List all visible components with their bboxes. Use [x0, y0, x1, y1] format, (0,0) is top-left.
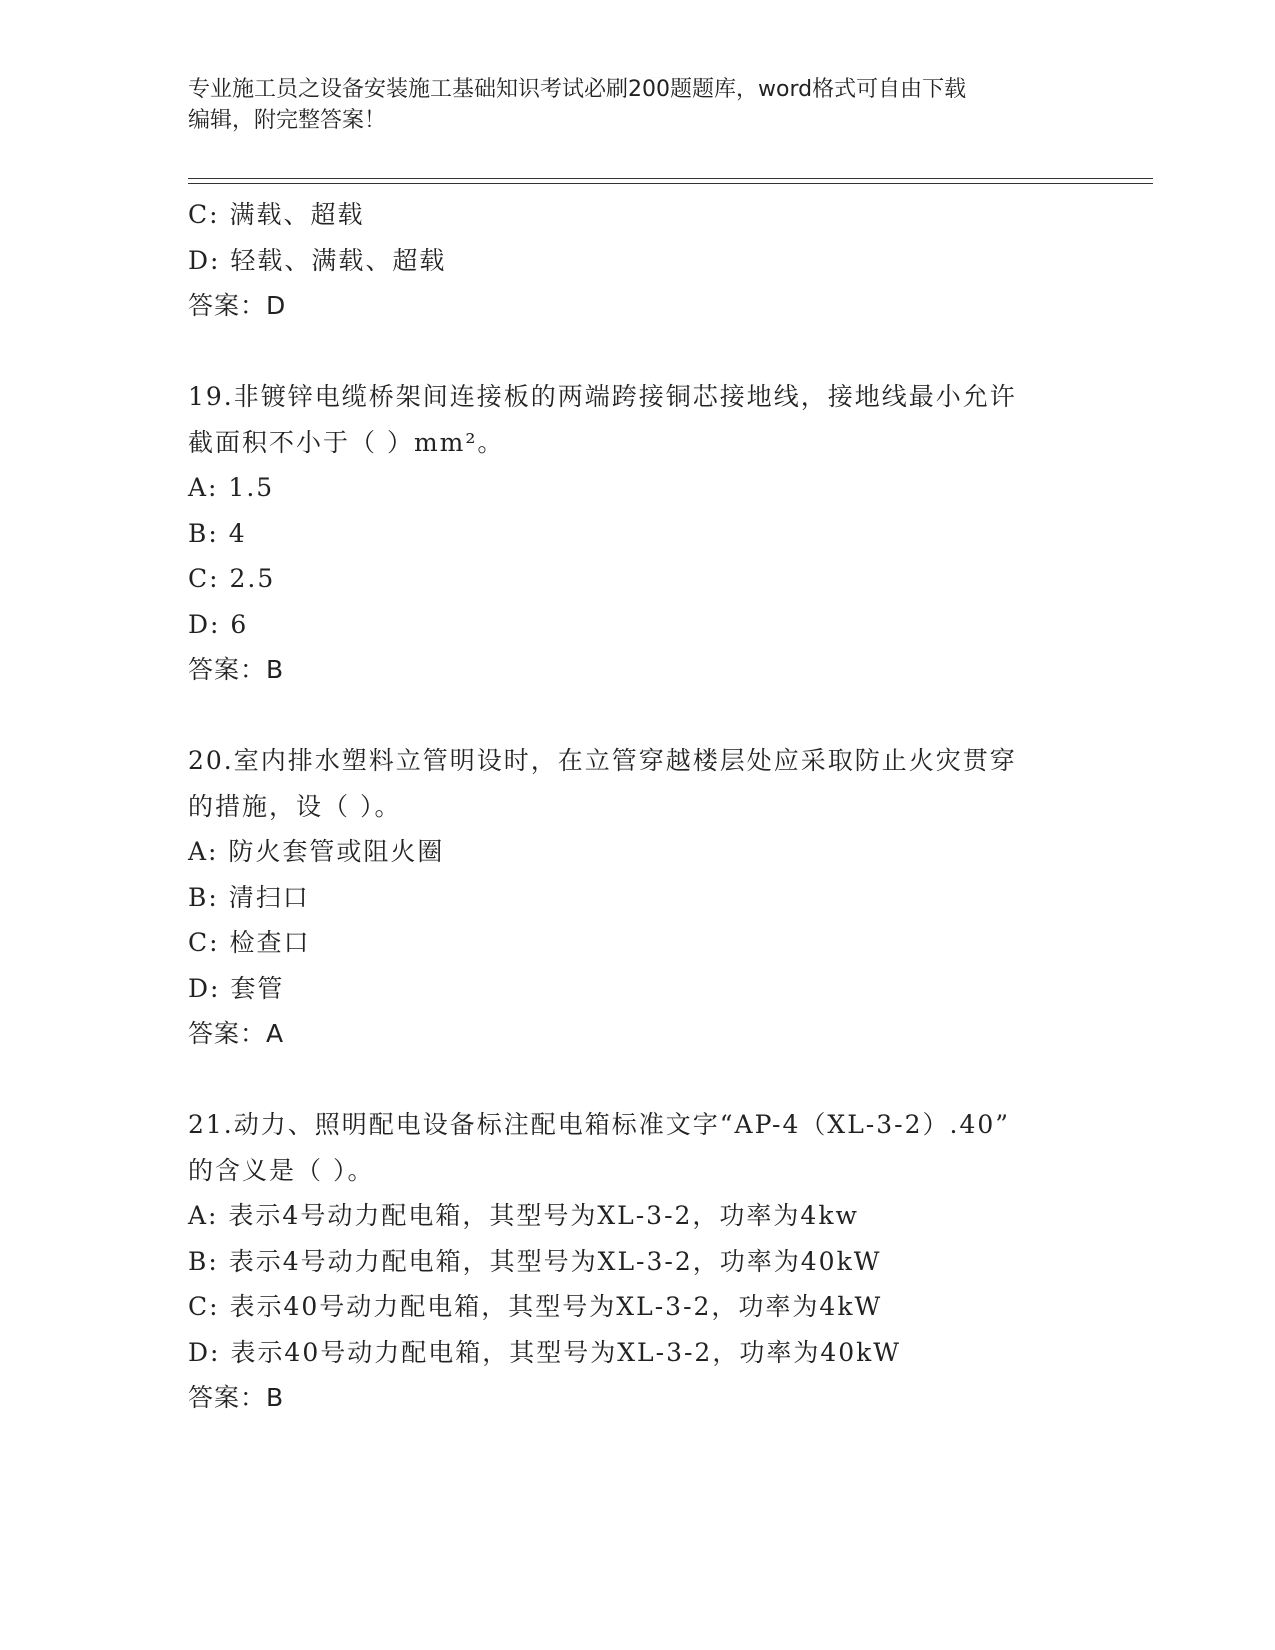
- question-content: [188, 192, 1088, 1421]
- answer-line: 答案：D: [188, 291, 287, 320]
- question-text-line: 的措施，设（ ）。: [188, 791, 402, 821]
- question-19: [188, 374, 1088, 693]
- question-text-line: 截面积不小于（ ）mm²。: [188, 427, 505, 457]
- option-c: C: 检查口: [188, 928, 311, 957]
- answer-line: 答案：B: [188, 655, 285, 684]
- option-d: D: 表示40号动力配电箱，其型号为XL-3-2，功率为40kW: [188, 1337, 901, 1367]
- question-text-line: 21.动力、照明配电设备标注配电箱标准文字“AP-4（XL-3-2）.40”: [188, 1110, 1011, 1139]
- question-text-line: 19.非镀锌电缆桥架间连接板的两端跨接铜芯接地线，接地线最小允许: [188, 382, 1017, 411]
- answer-line: 答案：A: [188, 1019, 285, 1048]
- option-b: B: 清扫口: [188, 882, 310, 912]
- header-title-line-1: 专业施工员之设备安装施工基础知识考试必刷200题题库，word格式可自由下载: [188, 77, 967, 102]
- previous-question-tail: [188, 192, 1088, 329]
- spacer: [188, 1057, 1088, 1103]
- question-text-line: 20.室内排水塑料立管明设时，在立管穿越楼层处应采取防止火灾贯穿: [188, 746, 1017, 775]
- option-d: D: 轻载、满载、超载: [188, 245, 447, 275]
- option-b: B: 4: [188, 518, 247, 548]
- option-a: A: 1.5: [188, 473, 275, 502]
- option-a: A: 表示4号动力配电箱，其型号为XL-3-2，功率为4kw: [188, 1201, 859, 1230]
- page-header: [188, 74, 1078, 136]
- question-20: [188, 738, 1088, 1057]
- question-21: [188, 1102, 1088, 1421]
- option-c: C: 表示40号动力配电箱，其型号为XL-3-2，功率为4kW: [188, 1292, 883, 1321]
- header-title-line-2: 编辑，附完整答案！: [188, 108, 387, 133]
- spacer: [188, 329, 1088, 375]
- header-double-rule: [188, 178, 1153, 184]
- question-text-line: 的含义是（ ）。: [188, 1155, 375, 1185]
- option-c: C: 2.5: [188, 564, 276, 593]
- option-c: C: 满载、超载: [188, 200, 365, 229]
- answer-line: 答案：B: [188, 1383, 285, 1412]
- option-a: A: 防火套管或阻火圈: [188, 837, 445, 866]
- option-b: B: 表示4号动力配电箱，其型号为XL-3-2，功率为40kW: [188, 1246, 882, 1276]
- option-d: D: 套管: [188, 973, 285, 1003]
- option-d: D: 6: [188, 609, 249, 639]
- spacer: [188, 693, 1088, 739]
